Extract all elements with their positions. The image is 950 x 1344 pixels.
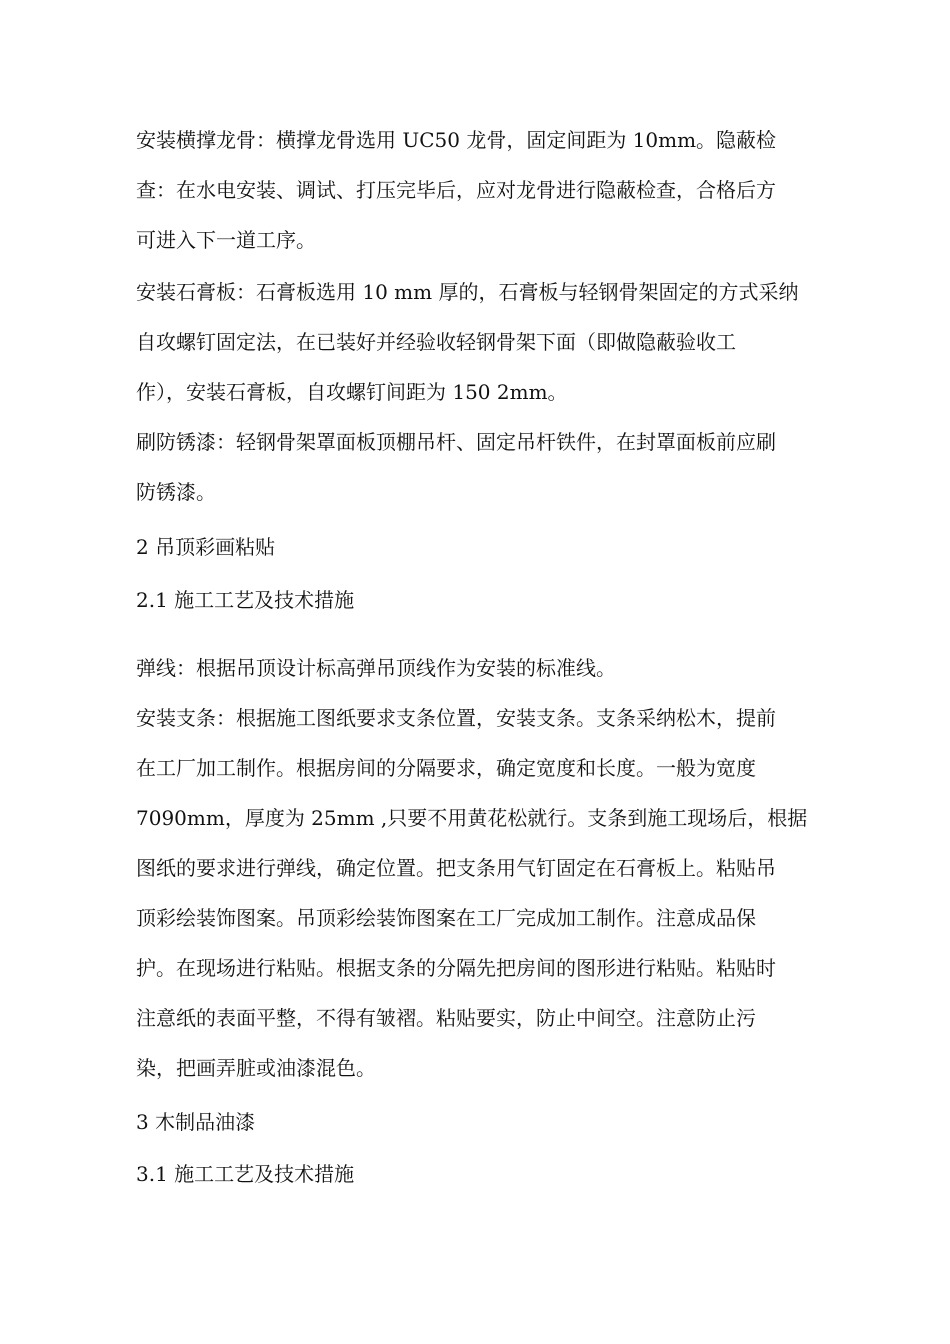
text-line: 查：在水电安装、调试、打压完毕后，应对龙骨进行隐蔽检查，合格后方 [136,178,776,202]
text-line: 图纸的要求进行弹线，确定位置。把支条用气钉固定在石膏板上。粘贴吊 [136,856,776,880]
subsection-heading: 2.1 施工工艺及技术措施 [136,588,355,612]
text-line: 注意纸的表面平整，不得有皱褶。粘贴要实，防止中间空。注意防止污 [136,1006,756,1030]
text-line: 可进入下一道工序。 [136,228,316,252]
text-line: 刷防锈漆：轻钢骨架罩面板顶棚吊杆、固定吊杆铁件，在封罩面板前应刷 [136,430,776,454]
section-heading: 2 吊顶彩画粘贴 [136,535,276,559]
text-line: 在工厂加工制作。根据房间的分隔要求，确定宽度和长度。一般为宽度 [136,756,756,780]
text-line: 安装横撑龙骨：横撑龙骨选用 UC50 龙骨，固定间距为 10mm。隐蔽检 [136,128,777,152]
text-line: 弹线：根据吊顶设计标高弹吊顶线作为安装的标准线。 [136,656,616,680]
text-line: 顶彩绘装饰图案。吊顶彩绘装饰图案在工厂完成加工制作。注意成品保 [136,906,756,930]
text-line: 作），安装石膏板，自攻螺钉间距为 150 2mm。 [136,380,568,404]
text-line: 染，把画弄脏或油漆混色。 [136,1056,376,1080]
subsection-heading: 3.1 施工工艺及技术措施 [136,1162,355,1186]
section-heading: 3 木制品油漆 [136,1110,256,1134]
text-line: 护。在现场进行粘贴。根据支条的分隔先把房间的图形进行粘贴。粘贴时 [136,956,776,980]
text-line: 安装支条：根据施工图纸要求支条位置，安装支条。支条采纳松木，提前 [136,706,776,730]
text-line: 防锈漆。 [136,480,216,504]
text-line: 安装石膏板：石膏板选用 10 mm 厚的，石膏板与轻钢骨架固定的方式采纳 [136,280,799,304]
text-line: 自攻螺钉固定法，在已装好并经验收轻钢骨架下面（即做隐蔽验收工 [136,330,736,354]
text-line: 7090mm，厚度为 25mm ,只要不用黄花松就行。支条到施工现场后，根据 [136,806,808,830]
